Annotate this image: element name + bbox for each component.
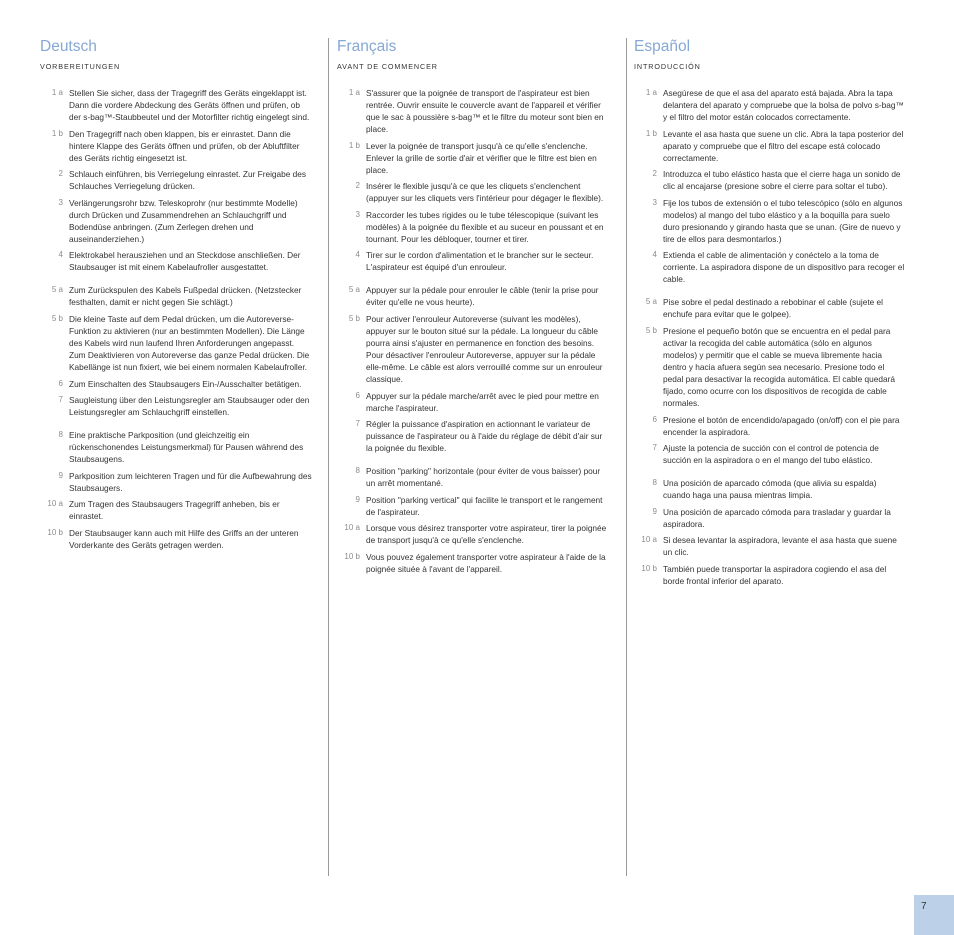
- step-number: 9: [355, 494, 360, 504]
- step-item: [40, 429, 312, 465]
- step-number: 6: [58, 378, 63, 388]
- step-text: Asegúrese de que el asa del aparato está bajada. Abra la tapa delantera del aparato y compruebe que la bolsa de polvo s-bag™ y el filtro del motor están colocados correctamente.: [663, 88, 904, 122]
- step-text: Stellen Sie sicher, dass der Tragegriff des Geräts eingeklappt ist. Dann die vordere Abdeckung des Geräts öffnen und prüfen, ob der s-bag™-Staubbeutel und der Motorfilter richtig eingelegt sind.: [69, 88, 310, 122]
- step-number: 1 b: [645, 128, 657, 138]
- step-number: 2: [58, 169, 63, 179]
- section-title: INTRODUCCIÓN: [634, 62, 701, 71]
- step-item: [337, 551, 609, 575]
- step-number: 8: [355, 466, 360, 476]
- step-text: Levante el asa hasta que suene un clic. Abra la tapa posterior del aparato y compruebe que el filtro del escape está colocado correctamente.: [663, 128, 904, 163]
- step-item: [634, 249, 906, 285]
- column-spanish: [634, 38, 906, 592]
- step-number: 2: [355, 181, 360, 191]
- step-number: 10 b: [344, 551, 360, 561]
- step-number: 10 a: [641, 535, 657, 545]
- step-text: Fije los tubos de extensión o el tubo telescópico (sólo en algunos modelos) al mango del tubo elástico y a la boquilla para suelo duro presionando y girando hasta que se unan. (Gire de nuevo y tire de ellos para desmontarlos.): [663, 197, 903, 244]
- page-number: 7: [921, 901, 927, 912]
- step-number: 4: [58, 250, 63, 260]
- step-item: [337, 418, 609, 454]
- step-text: Lorsque vous désirez transporter votre aspirateur, tirer la poignée de transport jusqu'à ce qu'elle s'enclenche.: [366, 523, 607, 546]
- step-text: Insérer le flexible jusqu'à ce que les cliquets s'enclenchent (appuyer sur les cliquets vers l'intérieur pour dégager le flexible).: [366, 181, 604, 204]
- step-item: [634, 325, 906, 409]
- step-item: [634, 168, 906, 192]
- step-number: 8: [58, 430, 63, 440]
- step-item: [40, 87, 312, 123]
- step-number: 10 a: [344, 523, 360, 533]
- step-text: Pour activer l'enrouleur Autoreverse (suivant les modèles), appuyer sur le bouton situé sur la pédale. La longueur du câble pourra ainsi s'ajuster en permanence en fonction des besoins. Pour désactiver l'enrouleur Autoreverse, appuyer sur la pédale elle-même. Le câble est alors verrouillé comme sur un enrouleur classique.: [366, 313, 603, 384]
- step-item: [337, 494, 609, 518]
- step-item: [40, 470, 312, 494]
- step-list: [337, 87, 609, 575]
- step-item: [40, 313, 312, 373]
- step-list: [40, 87, 312, 551]
- step-number: 6: [355, 390, 360, 400]
- step-item: [634, 442, 906, 466]
- step-item: [634, 563, 906, 587]
- step-number: 2: [652, 169, 657, 179]
- step-text: Zum Zurückspulen des Kabels Fußpedal drücken. (Netzstecker festhalten, damit er nicht gegen Sie schlägt.): [69, 285, 302, 308]
- step-number: 3: [652, 197, 657, 207]
- step-number: 1 a: [51, 88, 63, 97]
- step-number: 4: [355, 250, 360, 260]
- step-text: Ajuste la potencia de succión con el control de potencia de succión en la aspiradora o en el mango del tubo elástico.: [663, 443, 879, 466]
- step-number: 6: [652, 414, 657, 424]
- step-number: 1 a: [645, 88, 657, 97]
- step-text: S'assurer que la poignée de transport de l'aspirateur est bien rentrée. Ouvrir ensuite le couvercle avant de l'appareil et vérifier que le sac à poussière s-bag™ et le filtre du moteur sont bien en place.: [366, 88, 604, 134]
- step-number: 5 b: [348, 313, 360, 323]
- step-text: Saugleistung über den Leistungsregler am Staubsauger oder den Leistungsregler am Schlauchgriff einstellen.: [69, 395, 310, 418]
- step-number: 7: [652, 443, 657, 453]
- step-text: Una posición de aparcado cómoda para trasladar y guardar la aspiradora.: [663, 506, 891, 529]
- step-item: [337, 465, 609, 489]
- step-text: Appuyer sur la pédale pour enrouler le câble (tenir la prise pour éviter qu'elle ne vous heurte).: [366, 285, 599, 308]
- step-number: 8: [652, 478, 657, 488]
- step-item: [40, 168, 312, 192]
- step-item: [40, 527, 312, 551]
- step-text: Introduzca el tubo elástico hasta que el cierre haga un sonido de clic al encajarse (presione sobre el cierre para soltar el tubo).: [663, 169, 901, 192]
- step-text: También puede transportar la aspiradora cogiendo el asa del borde frontal inferior del aparato.: [663, 563, 887, 586]
- step-text: Appuyer sur la pédale marche/arrêt avec le pied pour mettre en marche l'aspirateur.: [366, 390, 599, 413]
- column-german: [40, 38, 312, 556]
- step-text: Presione el pequeño botón que se encuentra en el pedal para activar la recogida del cable automática (sólo en algunos modelos) y permitir que el cable se mueva libremente hacia dentro y hacia afuera según sea necesario. Presione todo el pedal para desactivar la recogida automática. El cable quedará fijado, como ocurre con los dispositivos de recogida de cable normales.: [663, 325, 895, 408]
- step-number: 10 b: [641, 563, 657, 573]
- step-number: 5 a: [51, 285, 63, 295]
- step-number: 3: [58, 197, 63, 207]
- step-item: [40, 128, 312, 164]
- step-number: 7: [355, 419, 360, 429]
- step-item: [337, 180, 609, 204]
- language-title: Français: [337, 38, 397, 55]
- step-item: [40, 394, 312, 418]
- step-text: Elektrokabel herausziehen und an Steckdose anschließen. Der Staubsauger ist mit einem Kabelaufroller ausgestattet.: [69, 250, 301, 273]
- step-number: 5 b: [51, 313, 63, 323]
- step-item: [337, 390, 609, 414]
- step-number: 5 b: [645, 325, 657, 335]
- step-text: Tirer sur le cordon d'alimentation et le brancher sur le secteur. L'aspirateur est équipé d'un enrouleur.: [366, 250, 594, 273]
- step-number: 7: [58, 395, 63, 405]
- step-number: 3: [355, 209, 360, 219]
- step-text: Die kleine Taste auf dem Pedal drücken, um die Autoreverse-Funktion zu aktivieren (nur an bestimmten Modellen). Die Länge des Kabels wird nun laufend Ihren Anforderungen angepasst. Zum Deaktivieren von Autoreverse das ganze Pedal drücken. Die Kabellänge ist nun fixiert, wie bei einem normalen Kabelaufroller.: [69, 313, 310, 372]
- step-text: Den Tragegriff nach oben klappen, bis er einrastet. Dann die hintere Klappe des Geräts öffnen und prüfen, ob der Abluftfilter des Geräts richtig eingesetzt ist.: [69, 128, 300, 163]
- step-text: Position "parking vertical" qui facilite le transport et le rangement de l'aspirateur.: [366, 494, 603, 517]
- step-text: Eine praktische Parkposition (und gleichzeitig ein rückenschonendes Leistungsmerkmal) für Pausen während des Staubsaugens.: [69, 430, 304, 465]
- step-text: Extienda el cable de alimentación y conéctelo a la toma de corriente. La aspiradora dispone de un dispositivo para recoger el cable.: [663, 250, 905, 285]
- step-item: [337, 209, 609, 245]
- page-number-box: [914, 895, 954, 935]
- step-item: [337, 87, 609, 135]
- step-item: [634, 477, 906, 501]
- step-number: 4: [652, 250, 657, 260]
- step-item: [337, 284, 609, 308]
- step-item: [337, 140, 609, 176]
- column-divider: [626, 38, 627, 876]
- step-text: Verlängerungsrohr bzw. Teleskoprohr (nur bestimmte Modelle) durch Drücken und Zusammendrehen an Schlauchgriff und Bodendüse anbringen. (Zum Zerlegen drehen und auseinanderziehen.): [69, 197, 298, 244]
- step-item: [634, 87, 906, 123]
- step-item: [634, 128, 906, 164]
- step-number: 10 b: [47, 527, 63, 537]
- step-text: Schlauch einführen, bis Verriegelung einrastet. Zur Freigabe des Schlauches Verriegelung drücken.: [69, 169, 307, 192]
- section-title: AVANT DE COMMENCER: [337, 62, 438, 71]
- step-item: [634, 414, 906, 438]
- step-text: Régler la puissance d'aspiration en actionnant le variateur de puissance de l'aspirateur ou à l'aide du réglage de débit d'air sur la poignée du flexible.: [366, 419, 603, 454]
- step-text: Presione el botón de encendido/apagado (on/off) con el pie para encender la aspiradora.: [663, 414, 900, 437]
- section-title: VORBEREITUNGEN: [40, 62, 121, 71]
- step-item: [40, 197, 312, 245]
- step-item: [337, 313, 609, 385]
- language-title: Español: [634, 38, 691, 55]
- step-text: Lever la poignée de transport jusqu'à ce qu'elle s'enclenche. Enlever la grille de sortie d'air et vérifier que le filtre est bien en place.: [366, 140, 597, 175]
- step-number: 9: [652, 506, 657, 516]
- step-item: [634, 296, 906, 320]
- step-text: Vous pouvez également transporter votre aspirateur à l'aide de la poignée située à l'avant de l'appareil.: [366, 551, 606, 574]
- step-text: Der Staubsauger kann auch mit Hilfe des Griffs an der unteren Vorderkante des Geräts getragen werden.: [69, 527, 299, 550]
- step-number: 1 a: [348, 88, 360, 97]
- step-text: Pise sobre el pedal destinado a rebobinar el cable (sujete el enchufe para evitar que le golpee).: [663, 297, 884, 320]
- step-number: 9: [58, 470, 63, 480]
- step-item: [337, 249, 609, 273]
- step-text: Una posición de aparcado cómoda (que alivia su espalda) cuando haga una pausa mientras limpia.: [663, 478, 877, 501]
- step-item: [40, 284, 312, 308]
- step-text: Zum Einschalten des Staubsaugers Ein-/Ausschalter betätigen.: [69, 378, 302, 389]
- step-item: [634, 197, 906, 245]
- step-number: 5 a: [645, 297, 657, 307]
- step-text: Position "parking" horizontale (pour éviter de vous baisser) pour un arrêt momentané.: [366, 466, 601, 489]
- step-number: 10 a: [47, 499, 63, 509]
- step-number: 5 a: [348, 285, 360, 295]
- step-text: Zum Tragen des Staubsaugers Tragegriff anheben, bis er einrastet.: [69, 499, 280, 522]
- step-item: [40, 498, 312, 522]
- step-item: [634, 506, 906, 530]
- step-item: [634, 534, 906, 558]
- step-text: Parkposition zum leichteren Tragen und für die Aufbewahrung des Staubsaugers.: [69, 470, 312, 493]
- column-french: [337, 38, 609, 580]
- step-text: Si desea levantar la aspiradora, levante el asa hasta que suene un clic.: [663, 535, 897, 558]
- step-text: Raccorder les tubes rigides ou le tube télescopique (suivant les modèles) à la poignée du flexible et au suceur en poussant et en tournant. Pour les débloquer, tourner et tirer.: [366, 209, 604, 244]
- language-title: Deutsch: [40, 38, 97, 55]
- step-item: [40, 378, 312, 390]
- step-number: 1 b: [348, 140, 360, 150]
- step-item: [337, 522, 609, 546]
- step-list: [634, 87, 906, 587]
- column-divider: [328, 38, 329, 876]
- step-number: 1 b: [51, 128, 63, 138]
- step-item: [40, 249, 312, 273]
